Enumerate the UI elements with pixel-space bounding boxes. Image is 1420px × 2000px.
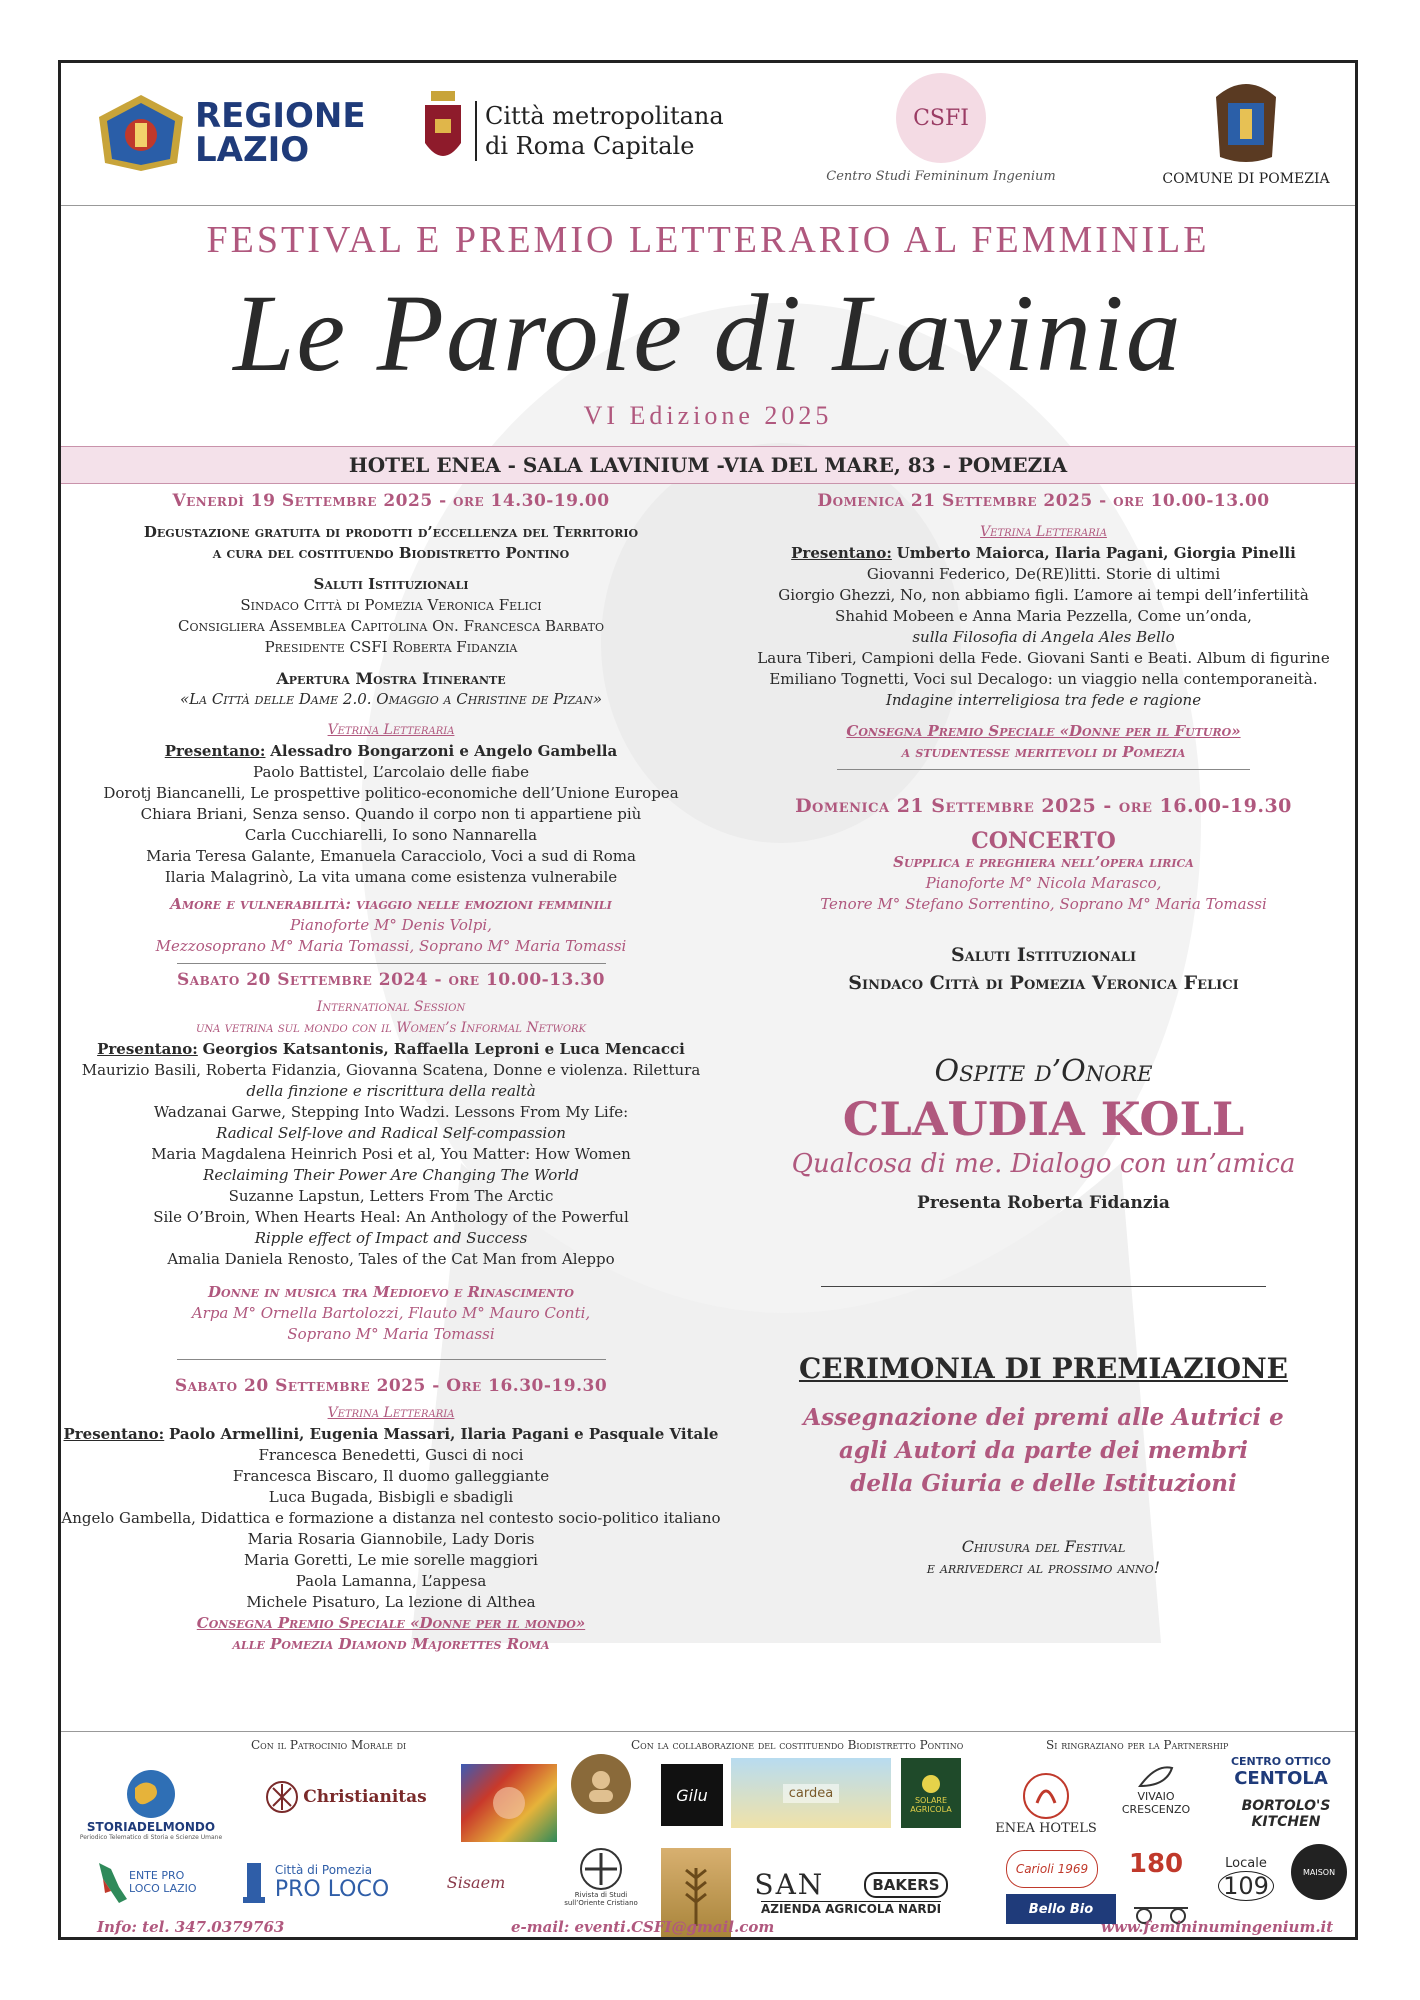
book-entry: Luca Bugada, Bisbigli e sbadigli (268, 1488, 514, 1506)
storiadelmondo-sub: Periodico Telematico di Storia e Scienze Umane (79, 1833, 223, 1841)
sponsor-footer (61, 1731, 1355, 1940)
bakers-text: BAKERS (864, 1872, 947, 1898)
proloco-lazio-text: ENTE PRO LOCO LAZIO (129, 1869, 197, 1895)
bortolos-logo: BORTOLO'S KITCHEN (1241, 1798, 1331, 1830)
friday-date: Venerdì 19 Settembre 2025 - ore 14.30-19.00 (172, 491, 610, 511)
nardi-text: AZIENDA AGRICOLA NARDI (760, 1902, 942, 1916)
rivista-text: Rivista di Studi sull’Oriente Cristiano (564, 1891, 638, 1907)
header (61, 63, 1355, 203)
metro-line1: Città metropolitana (485, 102, 724, 130)
sat1-presentano-label: Presentano: (97, 1040, 198, 1058)
guest-name: CLAUDIA KOLL (842, 1092, 1245, 1146)
sun1-presentano: Umberto Maiorca, Ilaria Pagani, Giorgia Pinelli (896, 544, 1296, 562)
proloco-lazio-logo (79, 1854, 219, 1910)
sat1-music-title: Donne in musica tra Medioevo e Rinascimento (207, 1283, 574, 1301)
book-entry: Ripple effect of Impact and Success (254, 1229, 528, 1247)
mostra-name: «La Città delle Dame 2.0. Omaggio a Christine de Pizan» (179, 690, 603, 708)
info-website[interactable]: www.femininumingenium.it (1101, 1918, 1334, 1936)
book-entry: Giovanni Federico, De(RE)litti. Storie di ultimi (866, 565, 1221, 583)
sunday-morning-date: Domenica 21 Settembre 2025 - ore 10.00-13.00 (817, 491, 1270, 511)
concerto-line1: Pianoforte M° Nicola Marasco, (925, 874, 1162, 892)
sun-icon (916, 1772, 946, 1796)
enea-text: ENEA HOTELS (995, 1820, 1097, 1836)
sun1-presentano-label: Presentano: (791, 544, 892, 562)
christianitas-text: Christianitas (303, 1787, 427, 1807)
carioli-logo: Carioli 1969 (1006, 1850, 1098, 1888)
book-entry: Michele Pisaturo, La lezione di Althea (246, 1593, 536, 1611)
session-subtitle: una vetrina sul mondo con il Women’s Informal Network (195, 1020, 587, 1036)
ceremony-line1: Assegnazione dei premi alle Autrici e (803, 1404, 1284, 1431)
guest-presenta: Presenta Roberta Fidanzia (917, 1193, 1170, 1213)
portrait-icon (581, 1764, 621, 1804)
sat2-presentano: Paolo Armellini, Eugenia Massari, Ilaria Pagani e Pasquale Vitale (169, 1425, 719, 1443)
csfi-logo (781, 73, 1101, 184)
medallion-logo (571, 1754, 631, 1814)
header-divider (61, 205, 1355, 206)
book-entry: Francesca Biscaro, Il duomo galleggiante (232, 1467, 550, 1485)
guest-book: Qualcosa di me. Dialogo con un’amica (791, 1149, 1296, 1179)
leaf-icon (1136, 1764, 1176, 1790)
roma-capitale-shield-icon (421, 91, 465, 171)
friday-saluti-title: Saluti Istituzionali (313, 575, 469, 593)
centola-logo (1211, 1752, 1351, 1792)
book-entry: Sile O’Broin, When Hearts Heal: An Anthology of the Powerful (153, 1208, 629, 1226)
closing-line2: e arrivederci al prossimo anno! (926, 1558, 1161, 1577)
maison-logo: MAISON (1291, 1844, 1347, 1900)
sun1-vetrina: Vetrina Letteraria (980, 524, 1107, 540)
centola-line1: CENTRO OTTICO (1230, 1755, 1332, 1768)
locale-109-logo (1211, 1840, 1281, 1916)
tasting-line2: a cura del costituendo Biodistretto Pontino (212, 544, 570, 562)
sunday-afternoon-date: Domenica 21 Settembre 2025 - ore 16.00-19.30 (795, 795, 1292, 817)
book-entry: Laura Tiberi, Campioni della Fede. Giovani Santi e Beati. Album di figurine (757, 649, 1330, 667)
book-entry: Ilaria Malagrinò, La vita umana come esistenza vulnerabile (164, 868, 618, 886)
italy-map-icon (89, 1859, 129, 1905)
vivaio-text: VIVAIO CRESCENZO (1121, 1790, 1191, 1816)
painting-logo (461, 1764, 557, 1842)
book-entry: Paolo Battistel, L’arcolaio delle fiabe (253, 763, 529, 781)
saluti-line1: Sindaco Città di Pomezia Veronica Felici (240, 596, 542, 614)
book-entry: Maria Teresa Galante, Emanuela Caracciolo, Voci a sud di Roma (146, 847, 636, 865)
metro-line2: di Roma Capitale (485, 132, 695, 160)
book-entry: Dorotj Biancanelli, Le prospettive politico-economiche dell’Unione Europea (103, 784, 679, 802)
regione-lazio-logo (97, 93, 366, 173)
comune-pomezia-logo (1161, 73, 1331, 187)
ceremony-line3: della Giuria e delle Istituzioni (850, 1470, 1237, 1497)
painting-art-icon (479, 1778, 539, 1828)
sisaem-text: Sisaem (446, 1872, 506, 1892)
saturday-morning-date: Sabato 20 Settembre 2024 - ore 10.00-13.30 (177, 970, 605, 990)
book-entry: Giorgio Ghezzi, No, non abbiamo figli. L’amore ai tempi dell’infertilità (778, 586, 1309, 604)
book-entry: Angelo Gambella, Didattica e formazione a distanza nel contesto socio-politico italiano (61, 1509, 721, 1527)
collaborazione-label: Con la collaborazione del costituendo Biodistretto Pontino (631, 1738, 964, 1752)
enea-hotels-logo (991, 1760, 1101, 1846)
pomezia-crest-icon (1206, 73, 1286, 167)
book-entry: Maurizio Basili, Roberta Fidanzia, Giovanna Scatena, Donne e violenza. Rilettura (81, 1061, 701, 1079)
regione-label: REGIONE (195, 96, 366, 136)
venue-banner: HOTEL ENEA - SALA LAVINIUM -VIA DEL MARE, 83 - POMEZIA (61, 446, 1355, 484)
sat2-premio: Consegna Premio Speciale «Donne per il mondo» (196, 1614, 586, 1632)
csfi-circle: CSFI (896, 73, 986, 163)
concerto-line2: Tenore M° Stefano Sorrentino, Soprano M° Maria Tomassi (820, 895, 1267, 913)
rivista-logo (561, 1832, 641, 1922)
international-session: International Session (316, 999, 466, 1015)
proloco-pomezia-text: PRO LOCO (274, 1876, 390, 1902)
patrocinio-label: Con il Patrocinio Morale di (251, 1738, 407, 1752)
citta-metropolitana-logo (421, 91, 724, 171)
info-email[interactable]: e-mail: eventi.CSFI@gmail.com (511, 1918, 775, 1936)
proloco-pomezia-logo (229, 1852, 399, 1912)
sisaem-logo (406, 1850, 546, 1914)
friday-vetrina: Vetrina Letteraria (327, 722, 455, 738)
book-entry: Reclaiming Their Power Are Changing The World (203, 1166, 579, 1184)
locale-text: Locale (1225, 1855, 1267, 1871)
sun1-premio: Consegna Premio Speciale «Donne per il Futuro» (846, 722, 1241, 740)
right-column (726, 491, 1358, 1578)
mostra-title: Apertura Mostra Itinerante (276, 669, 506, 688)
sat2-vetrina: Vetrina Letteraria (327, 1405, 455, 1421)
closing-line1: Chiusura del Festival (961, 1537, 1126, 1556)
friday-presentano-label: Presentano: (164, 742, 266, 760)
concerto-title: CONCERTO (971, 828, 1116, 854)
cardea-logo (731, 1758, 891, 1828)
locale-number: 109 (1218, 1871, 1274, 1901)
friday-music-title: Amore e vulnerabilità: viaggio nelle emozioni femminili (170, 895, 612, 913)
festival-title: FESTIVAL E PREMIO LETTERARIO AL FEMMINILE (206, 219, 1210, 261)
saturday-afternoon-date: Sabato 20 Settembre 2025 - Ore 16.30-19.30 (174, 1376, 608, 1396)
friday-presentano: Alessadro Bongarzoni e Angelo Gambella (270, 742, 618, 760)
globe-icon (125, 1768, 177, 1820)
divider (837, 769, 1250, 770)
ceremony-title: CERIMONIA DI PREMIAZIONE (798, 1352, 1288, 1385)
book-entry: Maria Magdalena Heinrich Posi et al, You Matter: How Women (151, 1145, 631, 1163)
storiadelmondo-logo (71, 1760, 231, 1848)
divider (177, 963, 606, 964)
cardea-text: cardea (783, 1784, 839, 1803)
book-entry: Emiliano Tognetti, Voci sul Decalogo: un viaggio nella contemporaneità. (769, 670, 1318, 688)
gilu-logo: Gilu (661, 1764, 723, 1826)
solare-text: SOLARE AGRICOLA (910, 1796, 952, 1814)
pomezia-label: COMUNE DI POMEZIA (1162, 171, 1330, 187)
enea-emblem-icon (1021, 1771, 1071, 1821)
book-entry: Amalia Daniela Renosto, Tales of the Cat Man from Aleppo (167, 1250, 615, 1268)
cross-emblem-icon (579, 1847, 623, 1891)
book-entry: Chiara Briani, Senza senso. Quando il corpo non ti appartiene più (140, 805, 642, 823)
book-entry: della finzione e riscrittura della realtà (246, 1082, 536, 1100)
book-entry: Maria Rosaria Giannobile, Lady Doris (247, 1530, 535, 1548)
friday-music-line1: Pianoforte M° Denis Volpi, (290, 916, 492, 934)
chi-rho-icon (265, 1780, 299, 1814)
regione-lazio-emblem-icon (97, 93, 185, 173)
vivaio-logo (1106, 1760, 1206, 1820)
christianitas-logo (241, 1772, 451, 1822)
proloco-pomezia-city: Città di Pomezia (274, 1862, 373, 1877)
concerto-subtitle: Supplica e preghiera nell’opera lirica (893, 853, 1194, 871)
sat2-presentano-label: Presentano: (63, 1425, 165, 1443)
sat1-music-line2: Soprano M° Maria Tomassi (287, 1325, 495, 1343)
poster (58, 60, 1358, 1940)
lazio-label: LAZIO (195, 130, 310, 170)
guest-label: Ospite d’Onore (934, 1054, 1153, 1089)
solare-logo (901, 1758, 961, 1828)
storiadelmondo-text: STORIADELMONDO (86, 1819, 216, 1834)
book-entry: Shahid Mobeen e Anna Maria Pezzella, Come un’onda, (835, 607, 1252, 625)
sun1-premio-sub: a studentesse meritevoli di Pomezia (901, 743, 1186, 761)
book-entry: Carla Cucchiarelli, Io sono Nannarella (244, 826, 538, 844)
left-column (61, 491, 721, 1655)
bellobio-logo: Bello Bio (1006, 1894, 1116, 1924)
saluti-line2: Consigliera Assemblea Capitolina On. Francesca Barbato (178, 617, 604, 635)
sun2-saluti-title: Saluti Istituzionali (950, 944, 1137, 966)
csfi-subtitle: Centro Studi Femininum Ingenium (826, 169, 1056, 184)
book-entry: Francesca Benedetti, Gusci di noci (258, 1446, 524, 1464)
book-entry: Wadzanai Garwe, Stepping Into Wadzi. Lessons From My Life: (153, 1103, 629, 1121)
sat1-presentano: Georgios Katsantonis, Raffaella Leproni e Luca Mencacci (202, 1040, 685, 1058)
book-entry: sulla Filosofia di Angela Ales Bello (912, 628, 1175, 646)
book-entry: Indagine interreligiosa tra fede e ragione (885, 691, 1202, 709)
tasting-line1: Degustazione gratuita di prodotti d’eccellenza del Territorio (143, 523, 639, 541)
friday-music-line2: Mezzosoprano M° Maria Tomassi, Soprano M° Maria Tomassi (155, 937, 627, 955)
book-entry: Suzanne Lapstun, Letters From The Arctic (228, 1187, 554, 1205)
edition-title: VI Edizione 2025 (583, 401, 833, 430)
centola-line2: CENTOLA (1234, 1768, 1328, 1789)
san-text: SAN (754, 1868, 825, 1901)
book-entry: Maria Goretti, Le mie sorelle maggiori (244, 1551, 538, 1569)
book-entry: Radical Self-love and Radical Self-compassion (216, 1124, 566, 1142)
sat2-premio-sub: alle Pomezia Diamond Majorettes Roma (232, 1635, 550, 1653)
divider (177, 1359, 606, 1360)
info-phone: Info: tel. 347.0379763 (97, 1918, 285, 1936)
book-entry: Paola Lamanna, L’appesa (295, 1572, 487, 1590)
tower-icon (239, 1857, 269, 1907)
partnership-label: Si ringraziano per la Partnership (1046, 1738, 1229, 1752)
main-title: Le Parole di Lavinia (233, 272, 1183, 394)
centottanta-logo: 180 (1128, 1849, 1184, 1879)
sun2-saluti-line: Sindaco Città di Pomezia Veronica Felici (848, 972, 1239, 994)
saluti-line3: Presidente CSFI Roberta Fidanzia (264, 638, 518, 656)
ceremony-line2: agli Autori da parte dei membri (839, 1437, 1248, 1464)
sat1-music-line1: Arpa M° Ornella Bartolozzi, Flauto M° Mauro Conti, (191, 1304, 591, 1322)
